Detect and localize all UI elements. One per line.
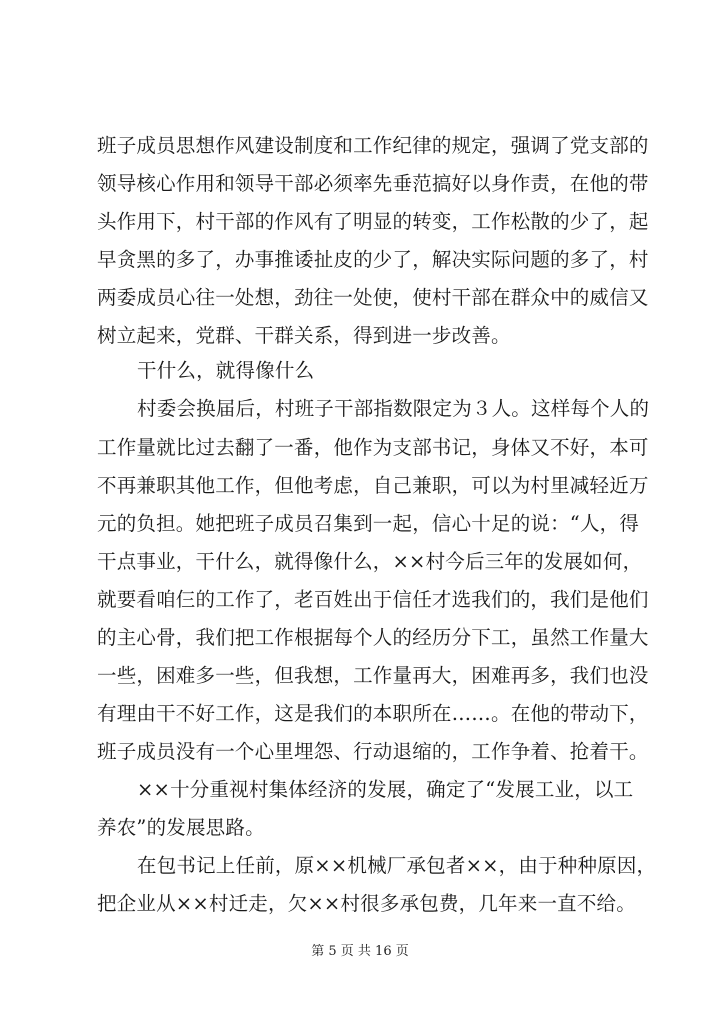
section-heading: 干什么，就得像什么: [137, 359, 315, 382]
paragraph-line: ××十分重视村集体经济的发展，确定了“发展工业，以工: [137, 778, 634, 801]
paragraph-line: 工作量就比过去翻了一番，他作为支部书记，身体又不好，本可: [97, 436, 649, 459]
paragraph-line: 村委会换届后，村班子干部指数限定为３人。这样每个人的: [137, 397, 650, 420]
paragraph-line: 班子成员思想作风建设制度和工作纪律的规定，强调了党支部的: [97, 134, 649, 157]
paragraph-line: 在包书记上任前，原××机械厂承包者××，由于种种原因，: [137, 854, 657, 877]
paragraph-line: 养农”的发展思路。: [97, 816, 265, 839]
paragraph-line: 班子成员没有一个心里埋怨、行动退缩的，工作争着、抢着干。: [97, 740, 649, 763]
page-number-footer: 第 5 页 共 16 页: [311, 944, 409, 959]
paragraph-line: 把企业从××村迁走，欠××村很多承包费，几年来一直不给。: [97, 892, 636, 915]
paragraph-line: 有理由干不好工作，这是我们的本职所在……。在他的带动下，: [97, 702, 649, 725]
paragraph-line: 的主心骨，我们把工作根据每个人的经历分下工，虽然工作量大: [97, 626, 649, 649]
paragraph-line: 就要看咱仨的工作了，老百姓出于信任才选我们的，我们是他们: [97, 588, 649, 611]
paragraph-line: 树立起来，党群、干群关系，得到进一步改善。: [97, 324, 511, 347]
paragraph-line: 领导核心作用和领导干部必须率先垂范搞好以身作责，在他的带: [97, 172, 649, 195]
paragraph-line: 一些，困难多一些，但我想，工作量再大，困难再多，我们也没: [97, 664, 649, 687]
paragraph-line: 不再兼职其他工作，但他考虑，自己兼职，可以为村里减轻近万: [97, 474, 649, 497]
paragraph-line: 两委成员心往一处想，劲往一处使，使村干部在群众中的威信又: [97, 286, 649, 309]
paragraph-line: 干点事业，干什么，就得像什么，××村今后三年的发展如何，: [97, 550, 643, 573]
paragraph-line: 早贪黑的多了，办事推诿扯皮的少了，解决实际问题的多了，村: [97, 248, 649, 271]
paragraph-line: 元的负担。她把班子成员召集到一起，信心十足的说：“人，得: [97, 512, 640, 535]
paragraph-line: 头作用下，村干部的作风有了明显的转变，工作松散的少了，起: [97, 210, 649, 233]
